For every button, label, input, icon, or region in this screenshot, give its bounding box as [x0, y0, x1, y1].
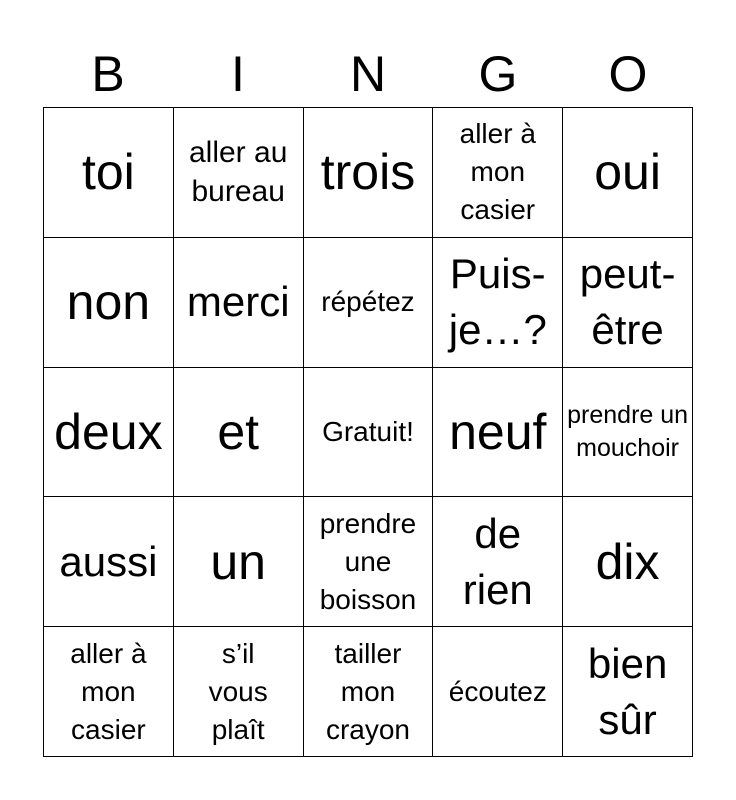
bingo-cell[interactable] [44, 368, 174, 498]
cell-text: aussi [59, 537, 158, 585]
cell-text: dix [595, 533, 660, 590]
bingo-cell[interactable] [433, 497, 563, 627]
bingo-cell[interactable] [174, 497, 304, 627]
cell-text: bien sûr [587, 639, 668, 743]
cell-text: Puis-je…? [448, 250, 547, 354]
cell-text: non [66, 274, 151, 331]
header-letter-g: G [478, 46, 518, 102]
bingo-cell[interactable] [563, 497, 693, 627]
bingo-cell[interactable] [304, 497, 434, 627]
bingo-cell[interactable] [44, 627, 174, 757]
bingo-cell[interactable] [563, 627, 693, 757]
bingo-cell[interactable] [563, 108, 693, 238]
cell-text: et [217, 403, 260, 460]
bingo-card [43, 107, 693, 757]
cell-text: deux [54, 403, 163, 460]
cell-text: tailler mon crayon [325, 637, 410, 745]
cell-text: répétez [321, 286, 415, 318]
bingo-cell[interactable] [44, 108, 174, 238]
cell-text: prendre une boisson [319, 507, 417, 615]
bingo-cell[interactable] [44, 238, 174, 368]
cell-text: trois [320, 144, 416, 201]
bingo-cell[interactable] [433, 627, 563, 757]
bingo-cell[interactable] [563, 368, 693, 498]
bingo-cell[interactable] [174, 108, 304, 238]
bingo-cell[interactable] [433, 108, 563, 238]
free-space[interactable] [304, 368, 434, 498]
bingo-cell[interactable] [433, 368, 563, 498]
header-letter-b: B [91, 46, 125, 102]
cell-text: toi [81, 144, 135, 201]
bingo-cell[interactable] [174, 627, 304, 757]
cell-text: un [210, 533, 266, 590]
cell-text: s’il vous plaît [208, 637, 268, 745]
bingo-cell[interactable] [304, 108, 434, 238]
bingo-cell[interactable] [304, 238, 434, 368]
header-letter-i: I [231, 46, 245, 102]
cell-text: Gratuit! [322, 415, 414, 447]
header-letter-n: N [349, 46, 387, 102]
cell-text: merci [186, 278, 290, 326]
cell-text: écoutez [448, 675, 547, 707]
header-letter-o: O [608, 46, 648, 102]
bingo-cell[interactable] [174, 238, 304, 368]
cell-text: peut-être [579, 250, 676, 354]
cell-text: oui [594, 144, 661, 201]
cell-text: aller à mon casier [459, 118, 536, 226]
cell-text: neuf [449, 403, 547, 460]
bingo-cell[interactable] [304, 627, 434, 757]
cell-text: aller au bureau [188, 136, 288, 209]
bingo-header [43, 42, 693, 106]
cell-text: de rien [462, 509, 533, 613]
cell-text: aller à mon casier [70, 637, 147, 745]
bingo-cell[interactable] [44, 497, 174, 627]
bingo-cell[interactable] [563, 238, 693, 368]
bingo-cell[interactable] [433, 238, 563, 368]
cell-text: prendre un mouchoir [567, 400, 689, 462]
bingo-cell[interactable] [174, 368, 304, 498]
